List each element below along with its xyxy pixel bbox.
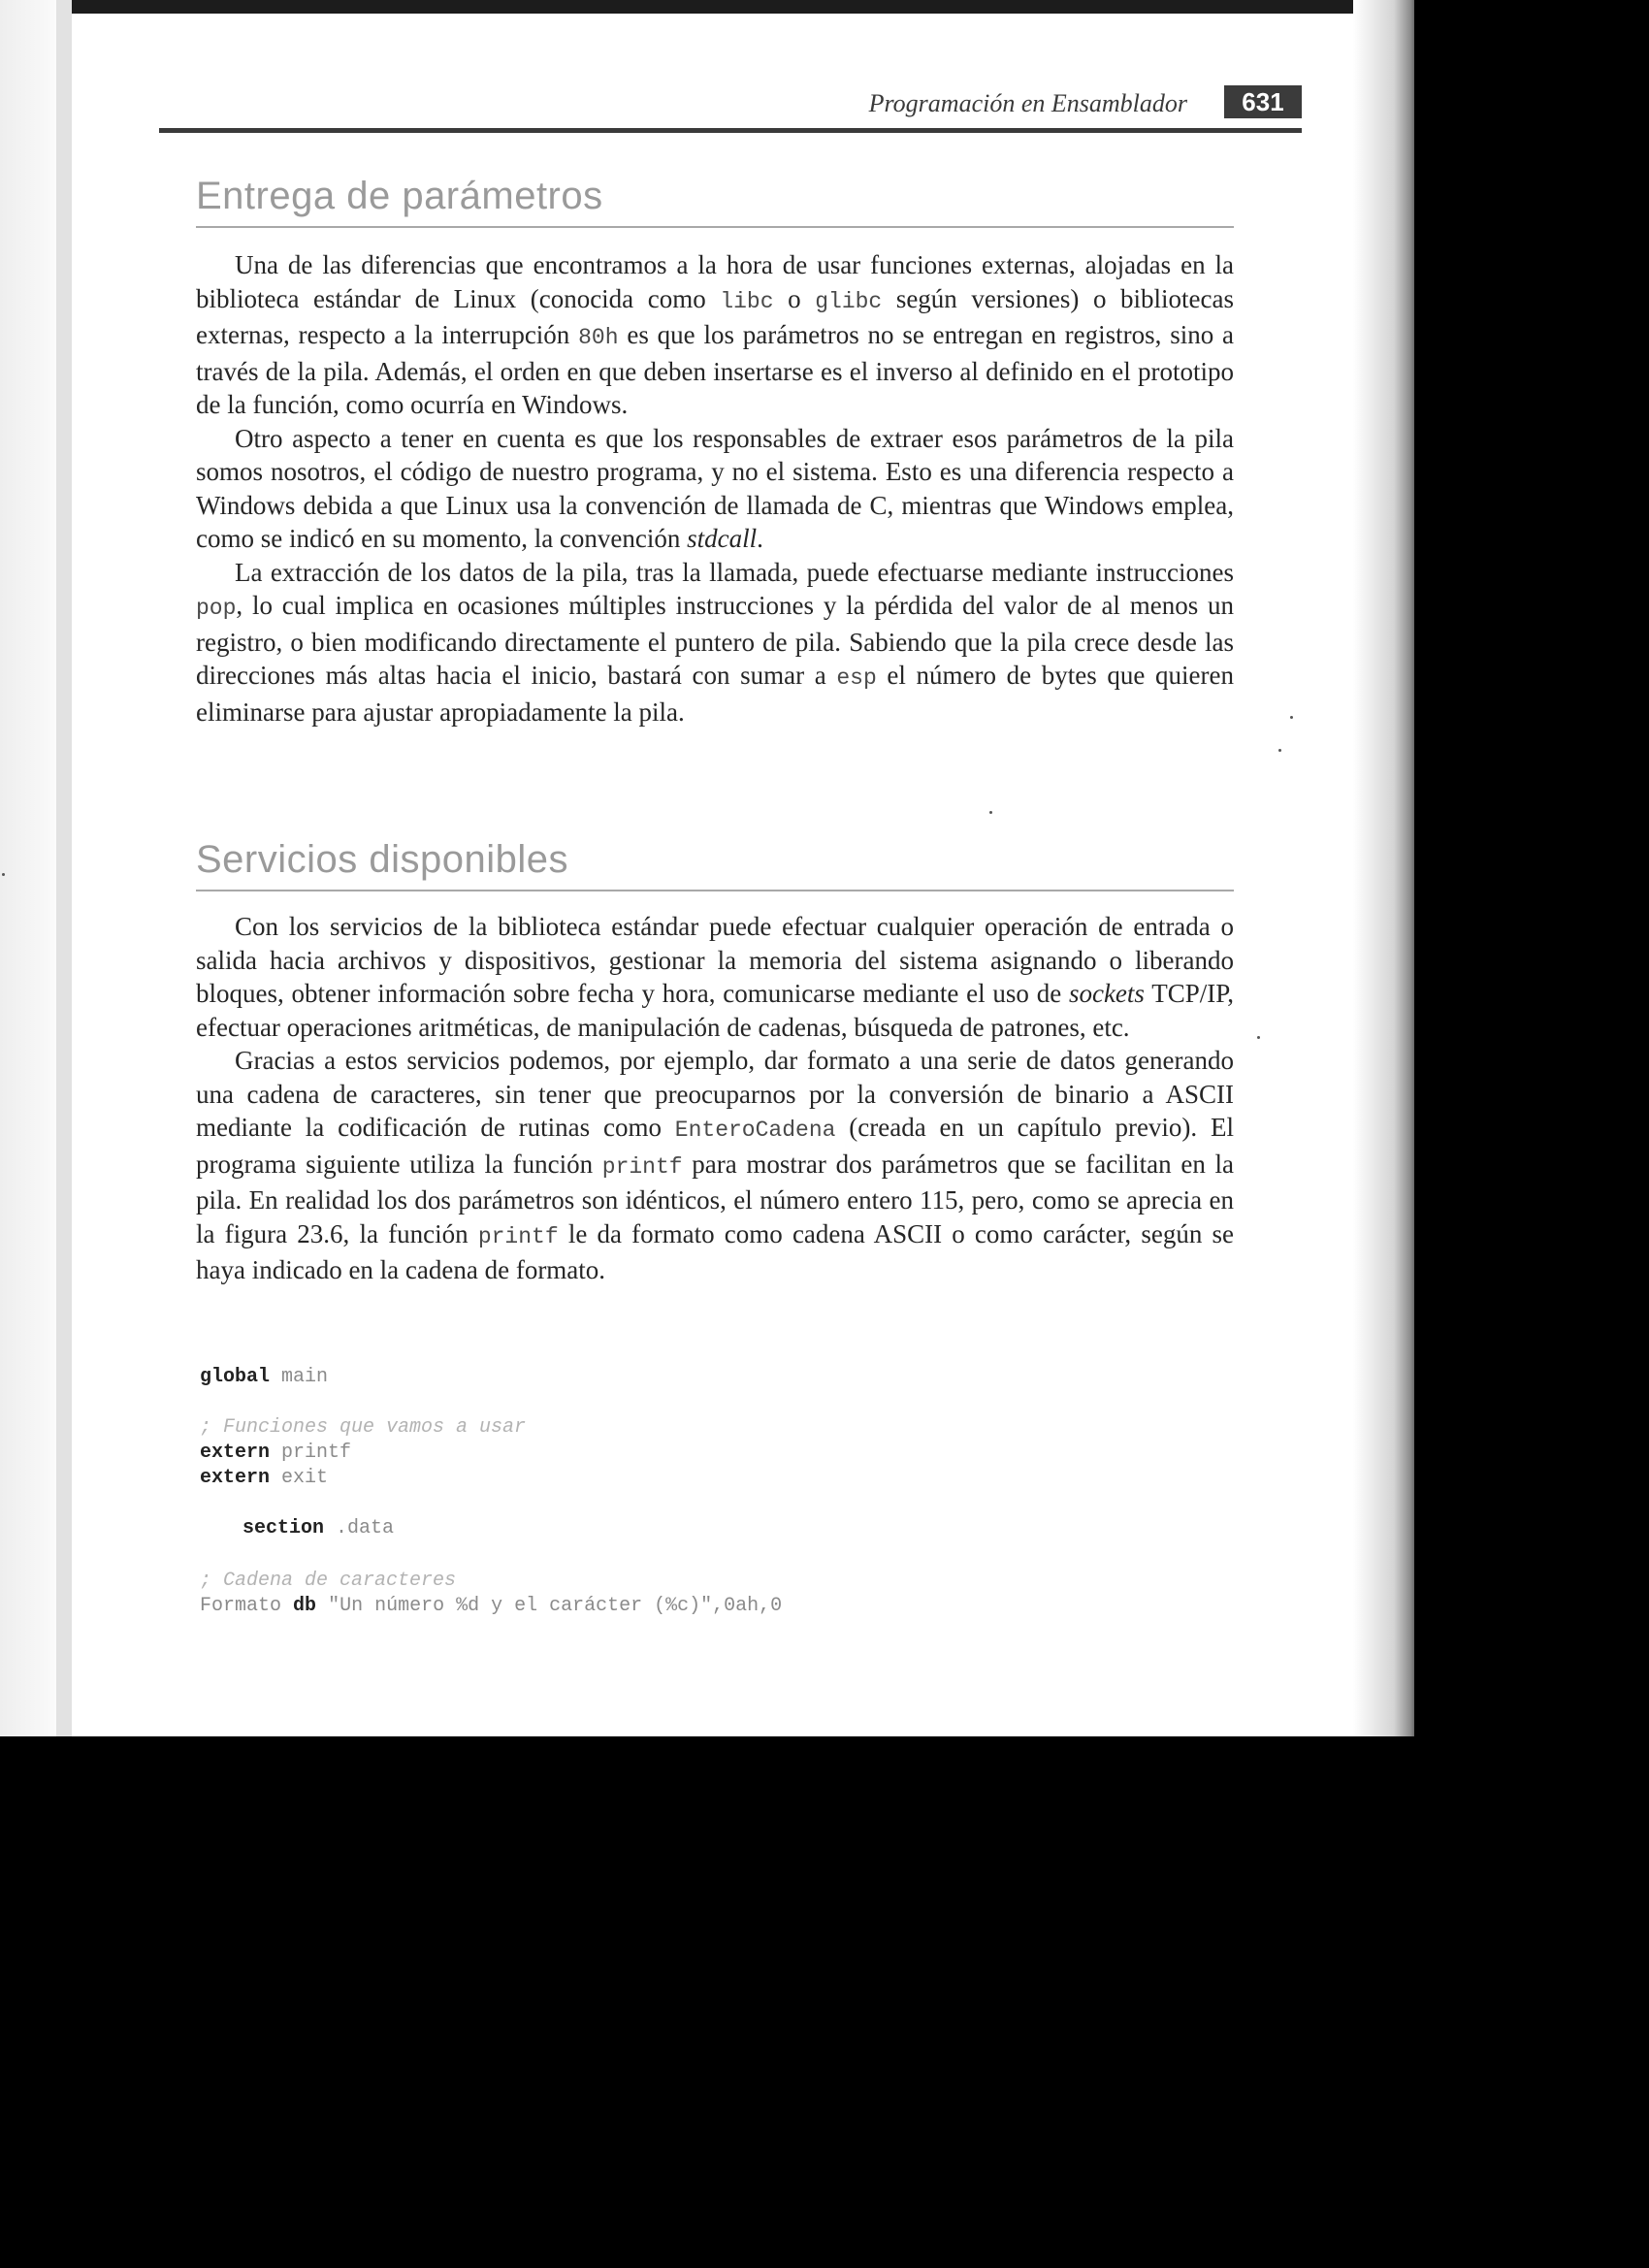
inline-code: esp <box>836 665 877 691</box>
code-line <box>242 1517 394 1539</box>
paragraph <box>196 422 1234 556</box>
scan-speck <box>989 811 992 814</box>
emphasis: stdcall <box>687 524 758 553</box>
page-number: 631 <box>1224 85 1302 118</box>
header-rule <box>159 128 1302 133</box>
text-run: Con los servicios de la biblioteca estándar puede efectuar cualquier operación de entrada o salida hacia archivos y dispositivos, gestionar la memoria del sistema asignando o liberando bloques, obtener información sobre fecha y hora, comunicarse mediante el uso de <box>196 912 1234 1008</box>
inline-code: glibc <box>815 288 883 314</box>
text-run: (creada en un capítulo previo). El programa siguiente utiliza la función <box>196 1113 1234 1179</box>
text-run: La extracción de los datos de la pila, tras la llamada, puede efectuarse mediante instrucciones <box>235 557 1234 587</box>
scan-background-bottom <box>0 1736 1649 2268</box>
code-line <box>200 1442 351 1464</box>
text-run: TCP/IP, efectuar operaciones aritméticas, de manipulación de cadenas, búsqueda de patrones, etc. <box>196 979 1234 1042</box>
inline-code: libc <box>720 288 774 314</box>
emphasis: sockets <box>1068 979 1145 1008</box>
code-operand: .data <box>336 1517 395 1539</box>
text-run: es que los parámetros no se entregan en registros, sino a través de la pila. Además, el orden en que deben insertarse es el inverso al definido en el prototipo de la función, como ocurría en Windows. <box>196 320 1235 419</box>
code-keyword: db <box>293 1595 317 1617</box>
code-line <box>200 1467 328 1489</box>
code-keyword: extern <box>200 1442 271 1464</box>
text-run: el número de bytes que quieren eliminarse para ajustar apropiadamente la pila. <box>196 661 1234 727</box>
paragraph <box>196 1044 1234 1287</box>
code-keyword: extern <box>200 1467 271 1489</box>
inline-code: 80h <box>578 325 619 350</box>
section-body-entrega <box>196 248 1234 729</box>
running-header <box>159 85 1302 120</box>
inline-code: printf <box>477 1223 559 1249</box>
text-run: le da formato como cadena ASCII o como carácter, según se haya indicado en la cadena de formato. <box>196 1218 1235 1284</box>
scan-top-edge <box>0 0 1416 14</box>
text-run: o <box>773 283 816 313</box>
text-run: para mostrar dos parámetros que se facilitan en la pila. En realidad los dos parámetros son idénticos, el número entero 115, pero, como se aprecia en la figura 23.6, la función <box>196 1149 1234 1248</box>
code-operand: printf <box>281 1442 352 1464</box>
code-line <box>200 1366 328 1388</box>
code-keyword: global <box>200 1366 271 1388</box>
scan-speck <box>1278 749 1281 752</box>
text-run: . <box>757 524 763 553</box>
section-rule <box>196 890 1234 891</box>
code-comment: ; Funciones que vamos a usar <box>200 1416 527 1439</box>
code-keyword: section <box>242 1517 325 1539</box>
text-run: Otro aspecto a tener en cuenta es que los responsables de extraer esos parámetros de la pila somos nosotros, el código de nuestro programa, y no el sistema. Esto es una diferencia respecto a Windows debida a que Linux usa la convención de llamada de C, mientras que Windows emplea, como se indicó en su momento, la convención <box>196 423 1234 553</box>
inline-code: EnteroCadena <box>674 1118 836 1143</box>
running-title: Programación en Ensamblador <box>868 89 1187 117</box>
text-run: , lo cual implica en ocasiones múltiples instrucciones y la pérdida del valor de al menos un registro, o bien modificando directamente el puntero de pila. Sabiendo que la pila crece desde las direcciones más altas hacia el inicio, bastará con sumar a <box>196 591 1234 690</box>
section-body-servicios <box>196 910 1234 1287</box>
code-line <box>200 1416 526 1439</box>
section-rule <box>196 226 1234 228</box>
scan-speck <box>1257 1036 1260 1039</box>
paragraph <box>196 556 1234 729</box>
text-run: Gracias a estos servicios podemos, por ejemplo, dar formato a una serie de datos generando una cadena de caracteres, sin tener que preocuparnos por la conversión de binario a ASCII mediante la codificación de rutinas como <box>196 1046 1234 1142</box>
section-heading-entrega: Entrega de parámetros <box>196 175 603 217</box>
paragraph <box>196 248 1234 422</box>
section-heading-servicios: Servicios disponibles <box>196 838 569 881</box>
code-label: Formato <box>200 1595 282 1617</box>
scan-speck <box>1290 716 1293 719</box>
scan-speck <box>2 873 5 876</box>
code-comment: ; Cadena de caracteres <box>200 1570 457 1592</box>
inline-code: pop <box>196 596 237 621</box>
page-right-shadow <box>1353 0 1421 1736</box>
paragraph <box>196 910 1234 1044</box>
text-run: según versiones) o bibliotecas externas, respecto a la interrupción <box>196 283 1234 349</box>
code-operand: "Un número %d y el carácter (%c)",0ah,0 <box>328 1595 783 1617</box>
page-fold-shadow <box>56 0 72 1736</box>
code-operand: exit <box>281 1467 329 1489</box>
code-line <box>200 1570 456 1592</box>
code-line <box>200 1595 782 1617</box>
text-run: Una de las diferencias que encontramos a la hora de usar funciones externas, alojadas en la biblioteca estándar de Linux (conocida como <box>196 250 1234 313</box>
inline-code: printf <box>601 1153 683 1180</box>
code-operand: main <box>281 1366 329 1388</box>
